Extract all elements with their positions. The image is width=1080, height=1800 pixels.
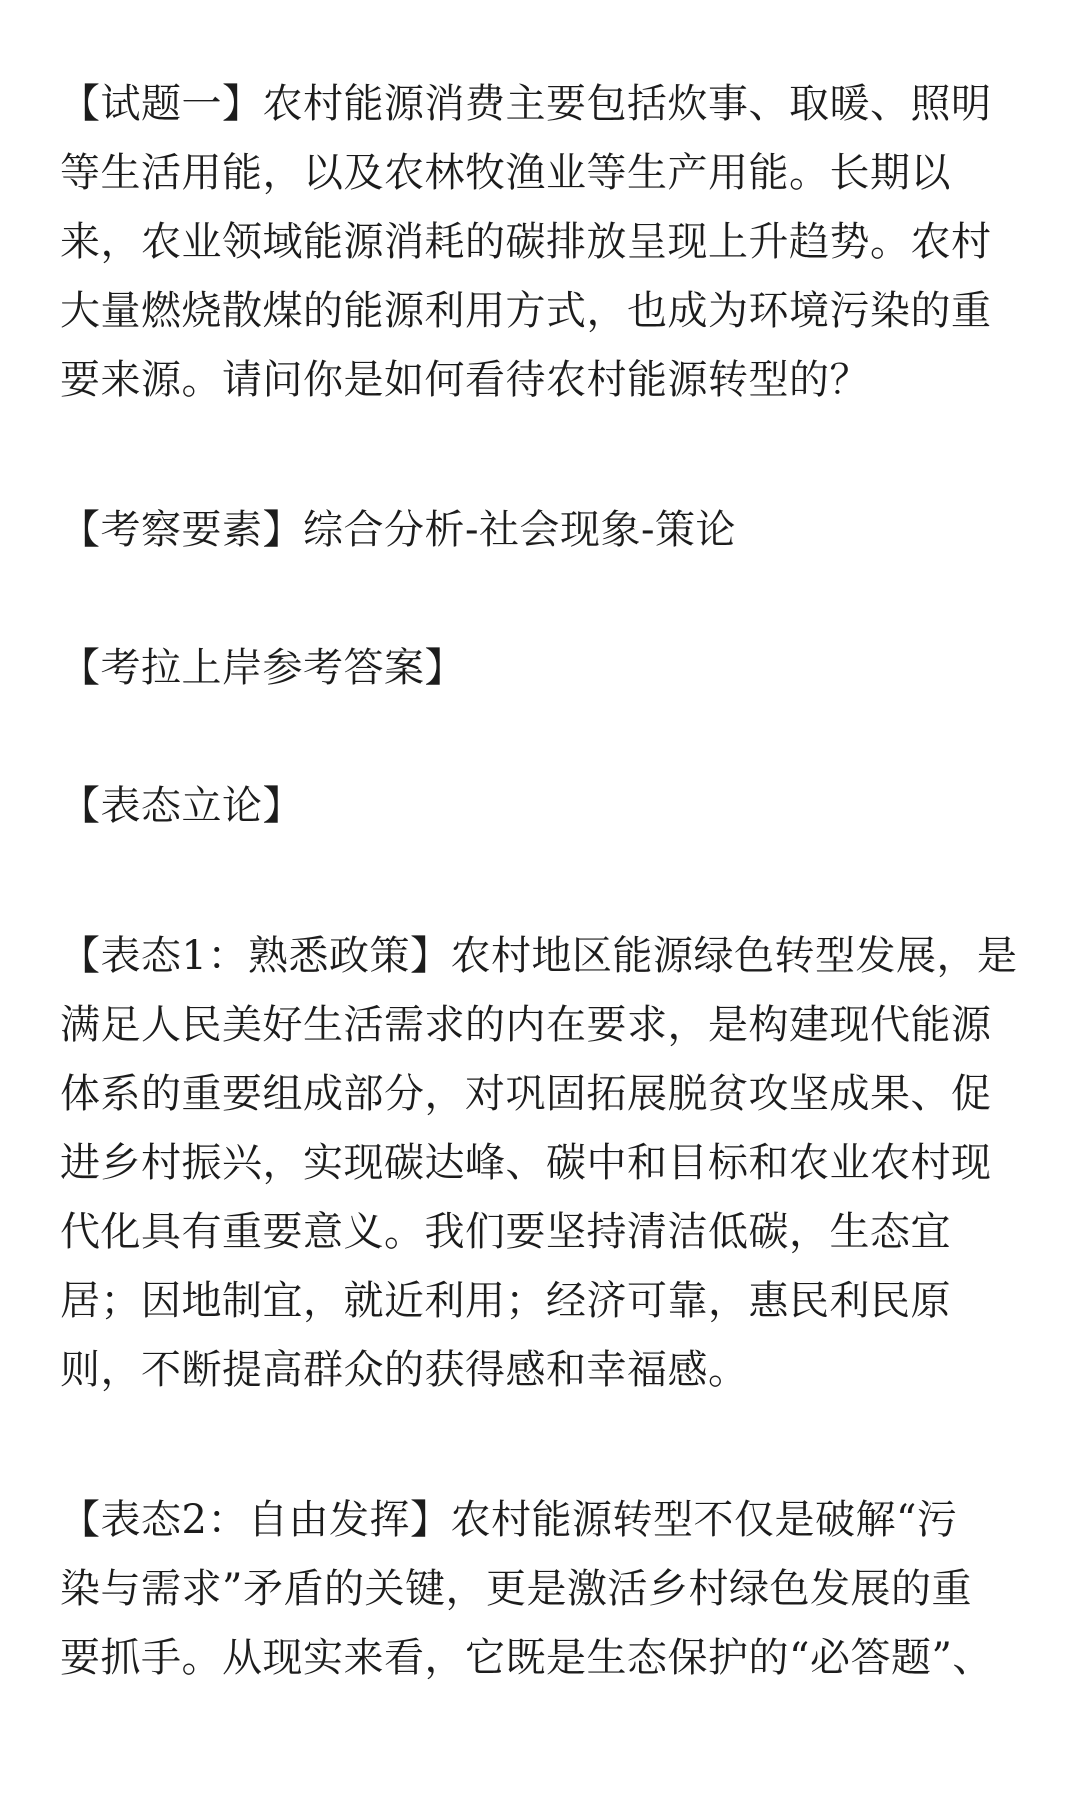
stance1-paragraph <box>60 922 1020 1405</box>
question-line: 要来源。请问你是如何看待农村能源转型的？ <box>60 357 870 403</box>
elements-paragraph <box>60 496 1020 565</box>
stance1-line: 代化具有重要意义。我们要坚持清洁低碳，生态宜 <box>60 1209 951 1255</box>
stance1-line: 满足人民美好生活需求的内在要求，是构建现代能源 <box>60 1002 992 1048</box>
stance1-line: 【表态1：熟悉政策】农村地区能源绿色转型发展，是 <box>60 933 1018 979</box>
stance1-line: 居；因地制宜，就近利用；经济可靠，惠民利民原 <box>60 1278 951 1324</box>
paragraph-gap <box>60 565 1020 634</box>
stance1-line: 体系的重要组成部分，对巩固拓展脱贫攻坚成果、促 <box>60 1071 992 1117</box>
paragraph-gap <box>60 703 1020 772</box>
stance2-line: 要抓手。从现实来看，它既是生态保护的“必答题”、 <box>60 1635 993 1681</box>
answer-heading-paragraph <box>60 634 1020 703</box>
question-line: 来，农业领域能源消耗的碳排放呈现上升趋势。农村 <box>60 219 992 265</box>
stance-heading-paragraph <box>60 772 1020 841</box>
paragraph-gap <box>60 415 1020 496</box>
stance2-line: 染与需求”矛盾的关键，更是激活乡村绿色发展的重 <box>60 1566 972 1612</box>
paragraph-gap <box>60 841 1020 922</box>
elements-line: 【考察要素】综合分析-社会现象-策论 <box>60 507 737 553</box>
question-line: 等生活用能，以及农林牧渔业等生产用能。长期以 <box>60 150 951 196</box>
stance2-line: 【表态2：自由发挥】农村能源转型不仅是破解“污 <box>60 1497 958 1543</box>
stance2-paragraph <box>60 1486 1020 1693</box>
stance1-line: 则，不断提高群众的获得感和幸福感。 <box>60 1347 749 1393</box>
answer-heading: 【考拉上岸参考答案】 <box>60 645 465 691</box>
question-line: 大量燃烧散煤的能源利用方式，也成为环境污染的重 <box>60 288 992 334</box>
stance-heading: 【表态立论】 <box>60 783 303 829</box>
question-line: 【试题一】农村能源消费主要包括炊事、取暖、照明 <box>60 81 992 127</box>
question-paragraph <box>60 70 1020 415</box>
stance1-line: 进乡村振兴，实现碳达峰、碳中和目标和农业农村现 <box>60 1140 992 1186</box>
paragraph-gap <box>60 1405 1020 1486</box>
